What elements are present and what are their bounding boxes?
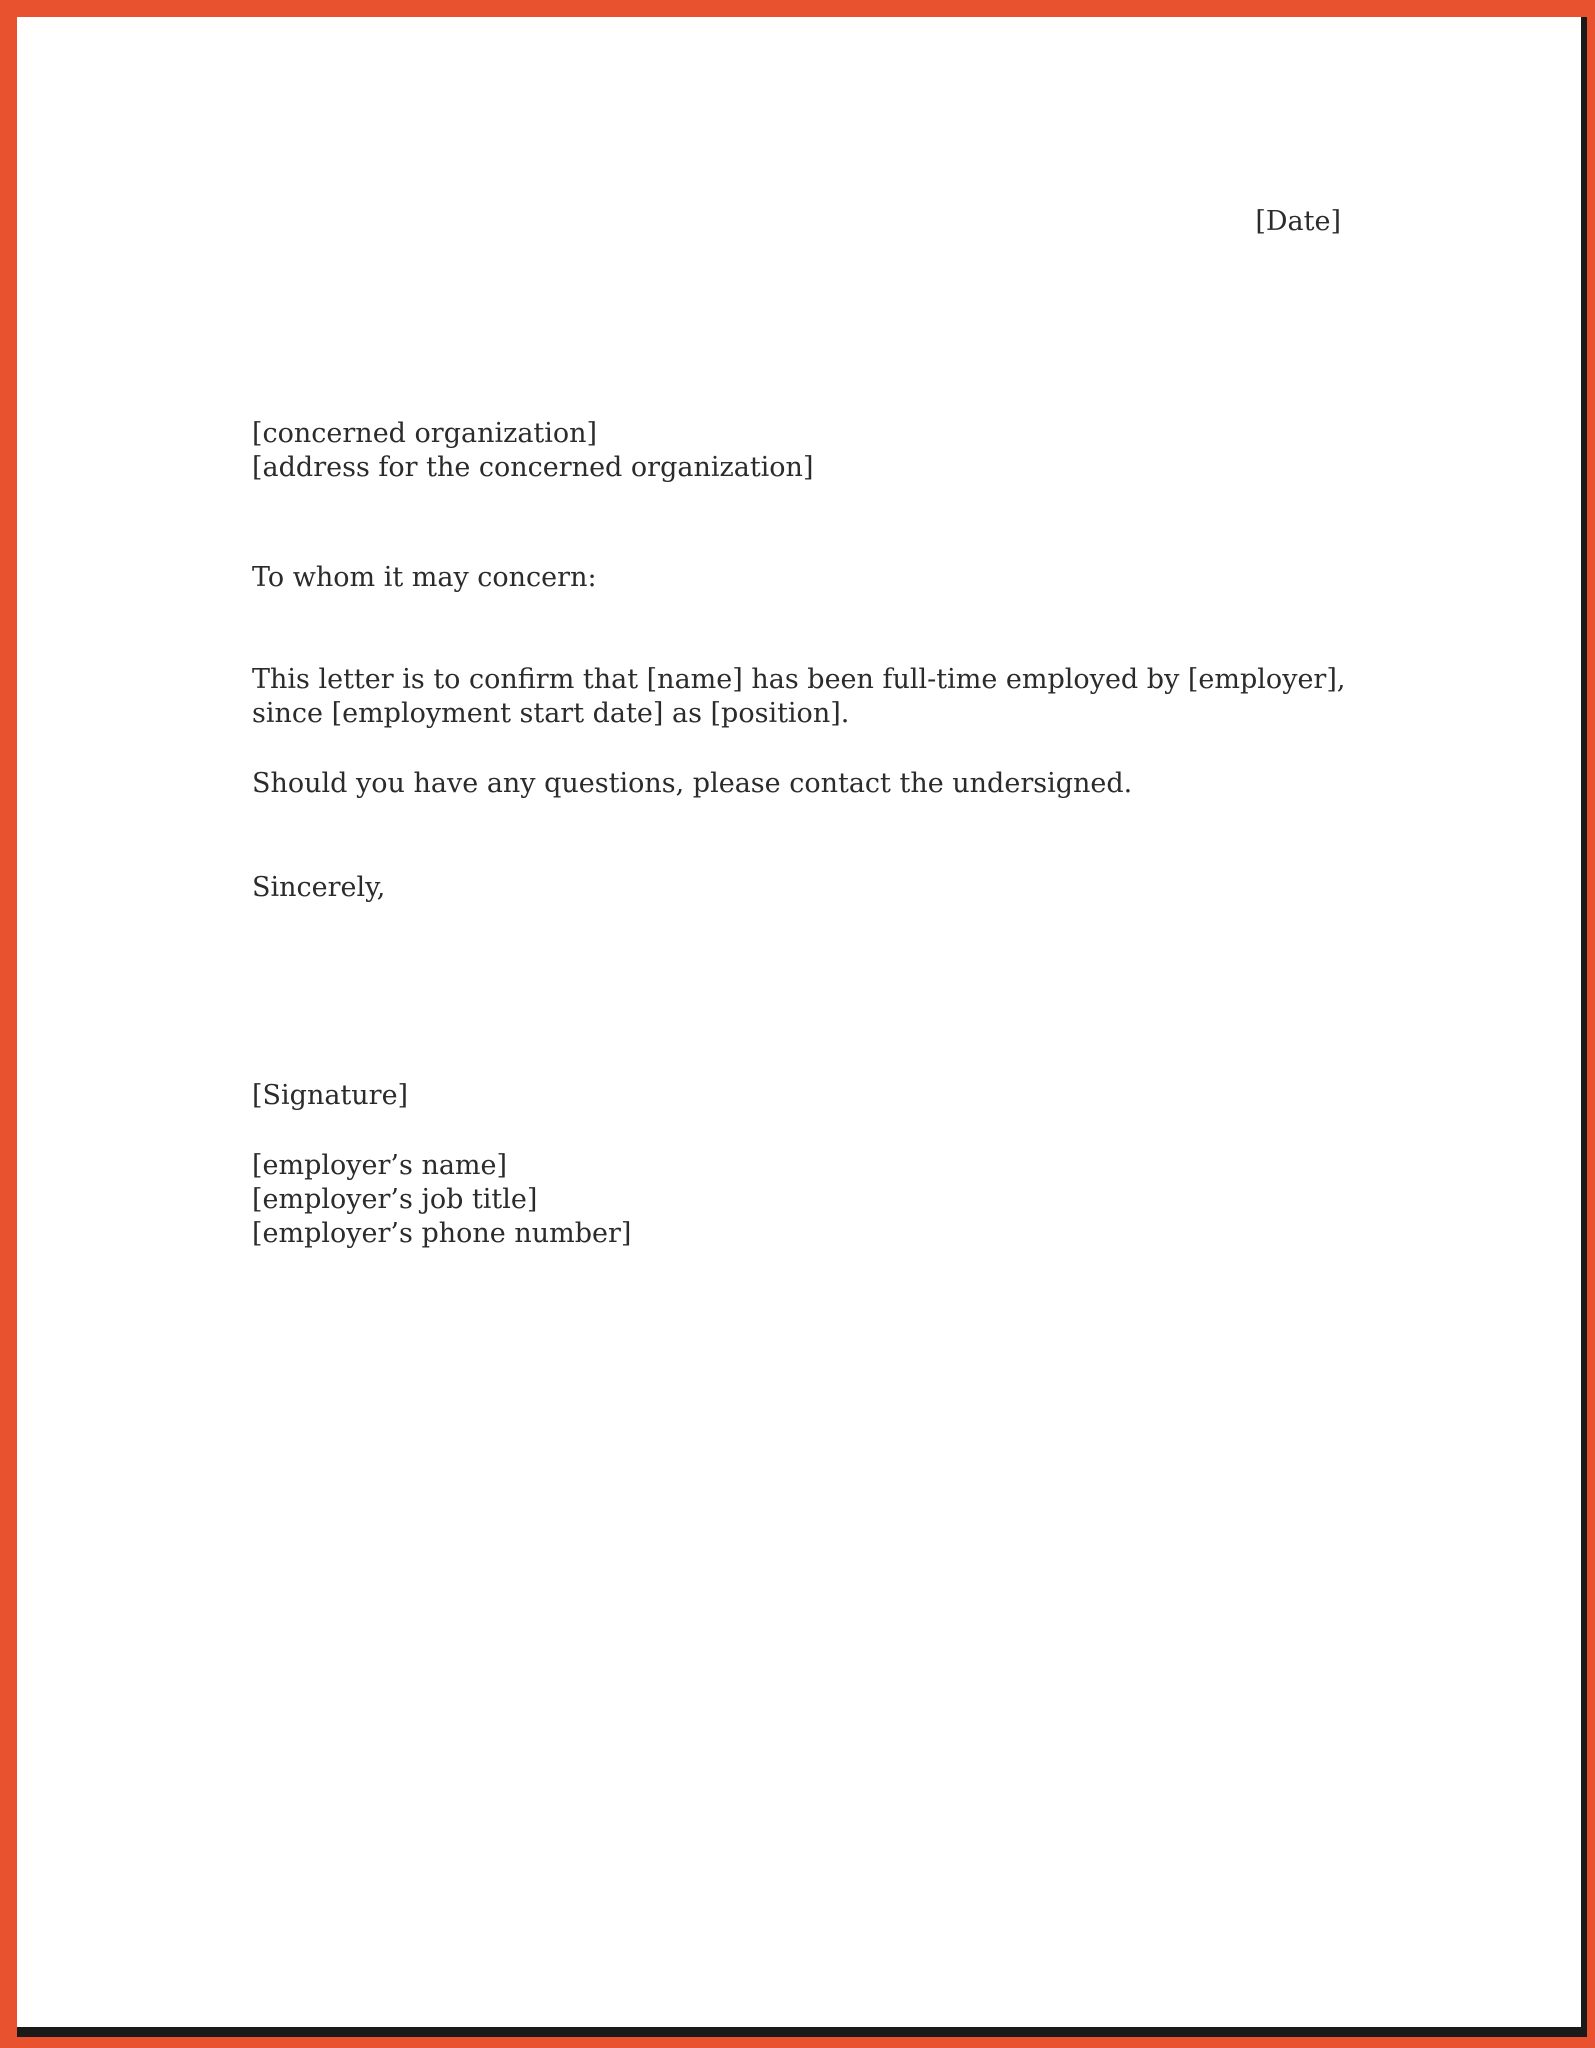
body-paragraph-2: Should you have any questions, please contact the undersigned. xyxy=(252,768,1133,799)
letter-page xyxy=(17,17,1587,2037)
closing: Sincerely, xyxy=(252,872,386,903)
signer-name: [employer’s name] xyxy=(252,1150,508,1181)
body-paragraph-1-line-1: This letter is to confirm that [name] has been full-time employed by [employer], xyxy=(252,664,1346,695)
recipient-address: [address for the concerned organization] xyxy=(252,452,814,483)
salutation: To whom it may concern: xyxy=(252,562,597,593)
signer-block xyxy=(252,1149,631,1251)
recipient-block xyxy=(252,417,813,485)
body-paragraph-1 xyxy=(252,663,1345,731)
letter-date: [Date] xyxy=(1255,206,1341,237)
signature-placeholder: [Signature] xyxy=(252,1080,409,1111)
signer-job-title: [employer’s job title] xyxy=(252,1184,538,1215)
signer-phone: [employer’s phone number] xyxy=(252,1218,632,1249)
body-paragraph-1-line-2: since [employment start date] as [position]. xyxy=(252,698,850,729)
recipient-organization: [concerned organization] xyxy=(252,418,598,449)
